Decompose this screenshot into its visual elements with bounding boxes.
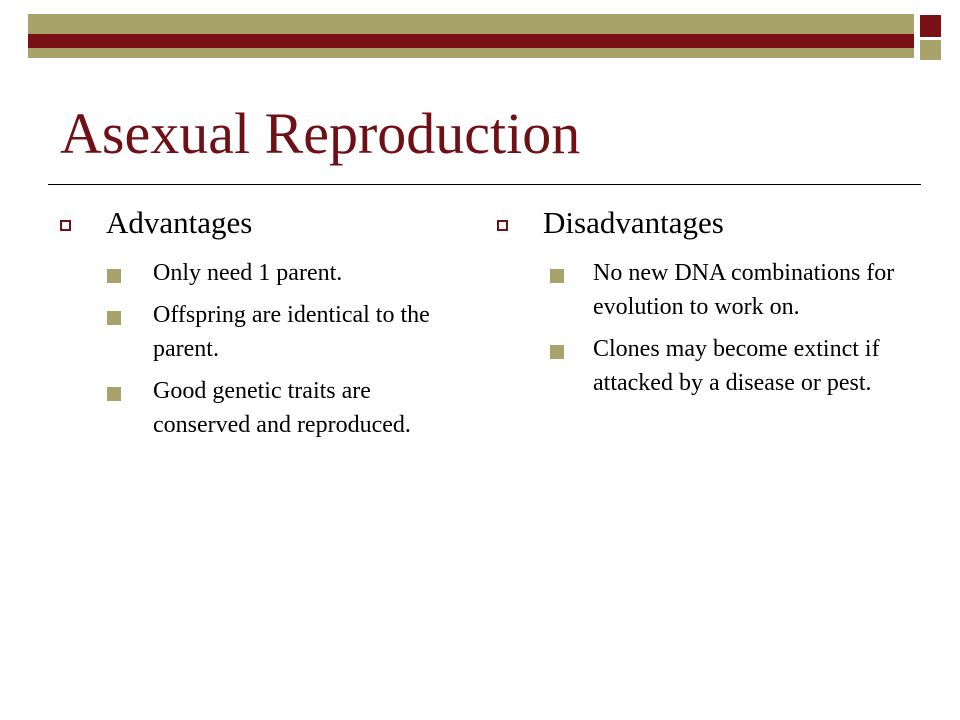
list-item: [497, 256, 907, 324]
square-bullet-icon: [107, 387, 121, 401]
top-decorative-stripe: [28, 34, 914, 48]
square-bullet-icon: [107, 269, 121, 283]
list-item-text: Good genetic traits are conserved and reproduced.: [153, 378, 411, 438]
list-item: [60, 374, 460, 442]
list-item-text: Only need 1 parent.: [153, 260, 343, 286]
list-item: [60, 256, 460, 290]
corner-square-maroon: [920, 15, 941, 37]
square-bullet-icon: [550, 269, 564, 283]
disadvantages-list: [497, 256, 907, 400]
list-item-text: Offspring are identical to the parent.: [153, 302, 430, 362]
square-bullet-icon: [550, 345, 564, 359]
hollow-square-bullet-icon: [497, 220, 508, 231]
list-item-text: No new DNA combinations for evolution to work on.: [593, 260, 895, 320]
list-item: [497, 332, 907, 400]
disadvantages-heading: Disadvantages: [543, 205, 724, 240]
advantages-heading: Advantages: [106, 205, 253, 240]
list-item-text: Clones may become extinct if attacked by a disease or pest.: [593, 336, 880, 396]
corner-square-olive: [920, 40, 941, 60]
disadvantages-heading-row: [497, 204, 907, 244]
square-bullet-icon: [107, 311, 121, 325]
advantages-heading-row: [60, 204, 460, 244]
slide-title: Asexual Reproduction: [60, 101, 581, 166]
hollow-square-bullet-icon: [60, 220, 71, 231]
list-item: [60, 298, 460, 366]
title-divider: [48, 184, 921, 185]
advantages-column: [60, 204, 460, 450]
advantages-list: [60, 256, 460, 442]
disadvantages-column: [497, 204, 907, 408]
